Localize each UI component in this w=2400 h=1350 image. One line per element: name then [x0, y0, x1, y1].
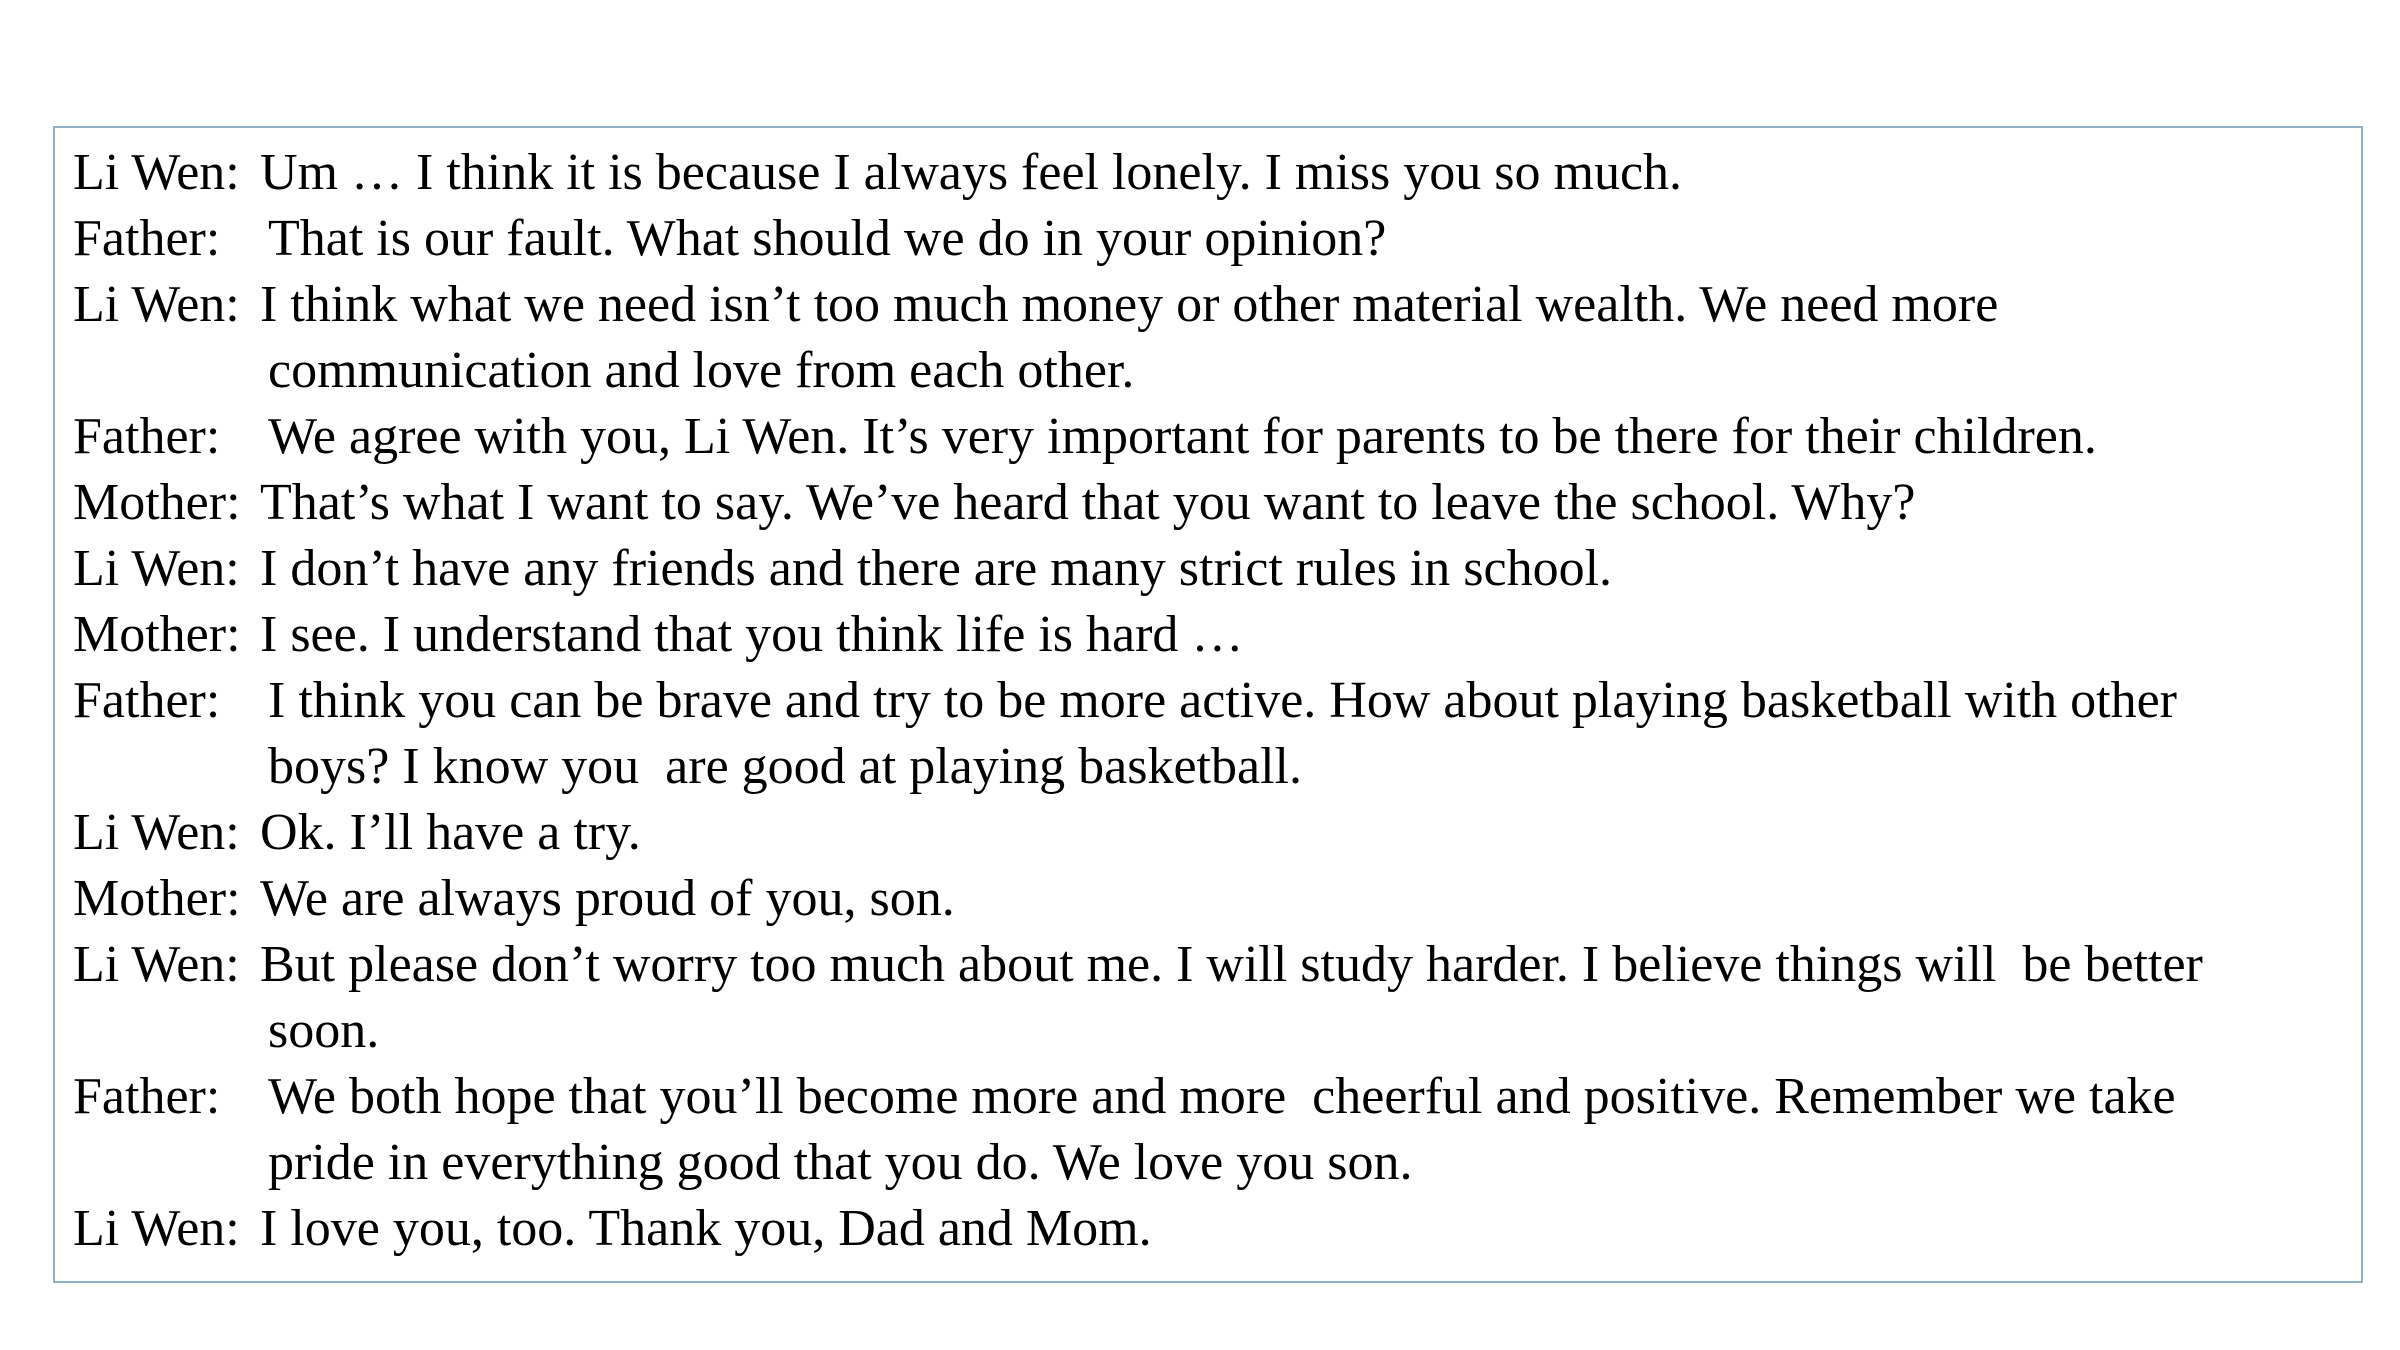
dialogue-text: That is our fault. What should we do in your opinion? — [268, 210, 1387, 267]
speaker-label: Mother: — [73, 606, 241, 663]
speaker-label: Mother: — [73, 870, 241, 927]
dialogue-text: pride in everything good that you do. We love you son. — [268, 1134, 1413, 1191]
dialogue-text: I think what we need isn’t too much money or other material wealth. We need more — [260, 276, 1999, 333]
dialogue-line — [73, 668, 2361, 734]
dialogue-text: But please don’t worry too much about me. I will study harder. I believe things will be better — [260, 936, 2203, 993]
dialogue-text: I don’t have any friends and there are many strict rules in school. — [260, 540, 1613, 597]
speaker-label: Father: — [73, 210, 221, 267]
speaker-label: Li Wen: — [73, 276, 240, 333]
dialogue-text: I love you, too. Thank you, Dad and Mom. — [260, 1200, 1152, 1257]
dialogue-continuation — [73, 1130, 2361, 1196]
dialogue-line — [73, 932, 2361, 998]
dialogue-line — [73, 470, 2361, 536]
speaker-label: Mother: — [73, 474, 241, 531]
dialogue-text: We agree with you, Li Wen. It’s very important for parents to be there for their children. — [268, 408, 2097, 465]
dialogue-line — [73, 1064, 2361, 1130]
dialogue-text: That’s what I want to say. We’ve heard that you want to leave the school. Why? — [260, 474, 1916, 531]
dialogue-text: soon. — [268, 1002, 380, 1059]
speaker-label: Father: — [73, 1068, 221, 1125]
dialogue-text: We both hope that you’ll become more and more cheerful and positive. Remember we take — [268, 1068, 2176, 1125]
speaker-label: Li Wen: — [73, 936, 240, 993]
dialogue-line — [73, 866, 2361, 932]
dialogue-line — [73, 602, 2361, 668]
dialogue-line — [73, 206, 2361, 272]
dialogue-line — [73, 272, 2361, 338]
dialogue-text: Um … I think it is because I always feel lonely. I miss you so much. — [260, 144, 1683, 201]
dialogue-box — [53, 126, 2363, 1283]
dialogue-continuation — [73, 734, 2361, 800]
speaker-label: Li Wen: — [73, 804, 240, 861]
dialogue-text: Ok. I’ll have a try. — [260, 804, 641, 861]
dialogue-line — [73, 1196, 2361, 1262]
dialogue-line — [73, 800, 2361, 866]
dialogue-text: I think you can be brave and try to be more active. How about playing basketball with other — [268, 672, 2177, 729]
speaker-label: Li Wen: — [73, 144, 240, 201]
speaker-label: Father: — [73, 672, 221, 729]
dialogue-text: We are always proud of you, son. — [260, 870, 955, 927]
dialogue-line — [73, 536, 2361, 602]
dialogue-text: boys? I know you are good at playing basketball. — [268, 738, 1302, 795]
dialogue-text: communication and love from each other. — [268, 342, 1135, 399]
speaker-label: Li Wen: — [73, 1200, 240, 1257]
dialogue-continuation — [73, 998, 2361, 1064]
dialogue-line — [73, 140, 2361, 206]
dialogue-line — [73, 404, 2361, 470]
dialogue-continuation — [73, 338, 2361, 404]
speaker-label: Father: — [73, 408, 221, 465]
speaker-label: Li Wen: — [73, 540, 240, 597]
dialogue-text: I see. I understand that you think life is hard … — [260, 606, 1244, 663]
